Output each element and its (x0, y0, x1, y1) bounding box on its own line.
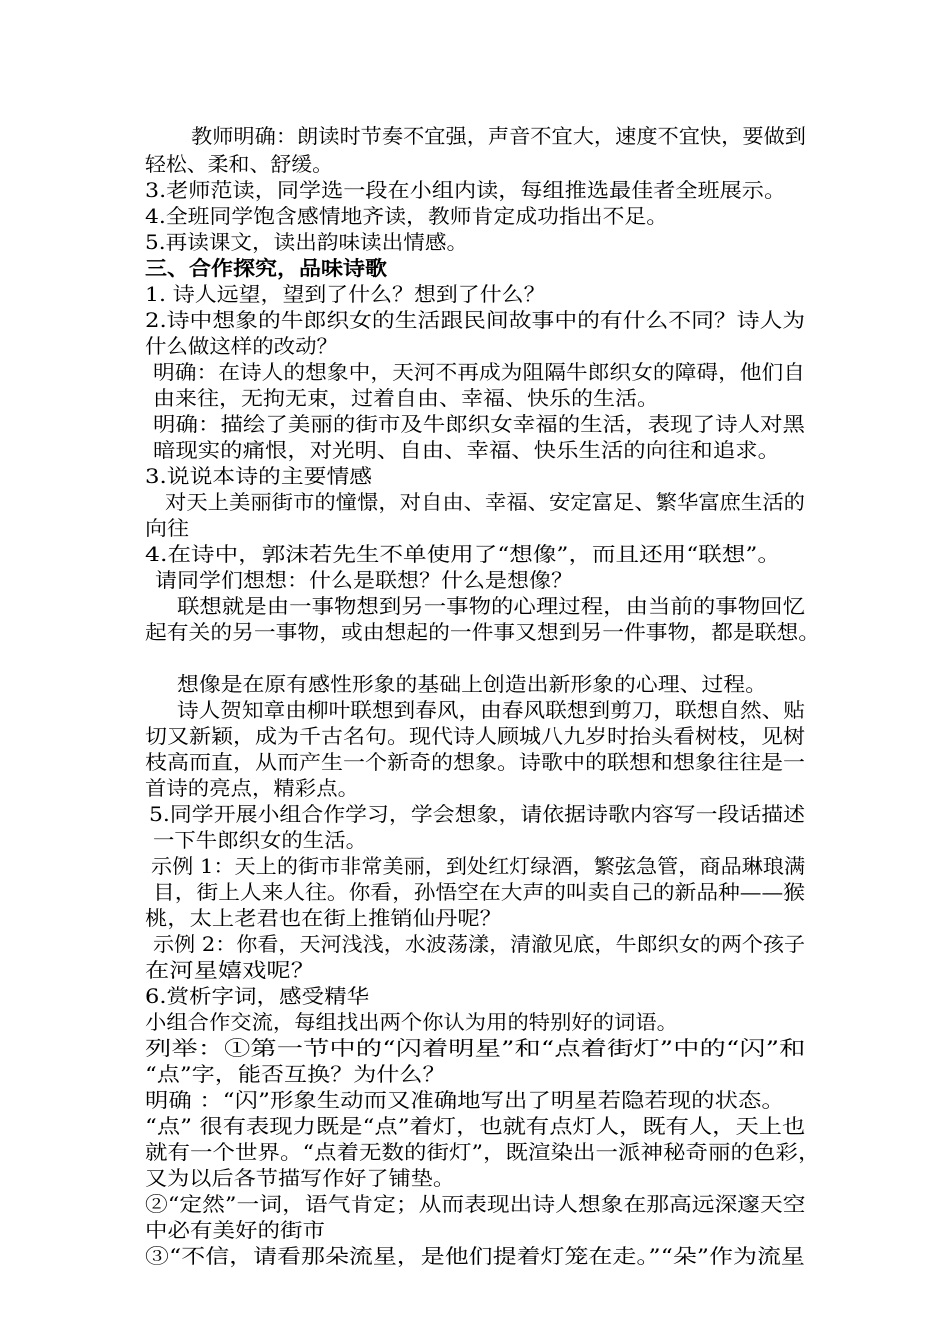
line-text: 向往 (145, 516, 189, 540)
task-5: 5.同学开展小组合作学习，学会想象，请依据诗歌内容写一段话描述 (149, 802, 806, 826)
clarify-1: 明确 ：“闪”形象生动而又准确地写出了明星若隐若现的状态。 (145, 1088, 785, 1112)
line-text: “点”字，能否互换？为什么？ (145, 1062, 446, 1086)
question-3: 3.说说本诗的主要情感 (145, 464, 373, 488)
question-1: 1. 诗人远望，望到了什么？想到了什么？ (145, 282, 546, 306)
task-6: 6.赏析字词，感受精华 (145, 984, 370, 1008)
line-teacher-clarify: 教师明确：朗读时节奏不宜强，声音不宜大，速度不宜快，要做到 (191, 124, 806, 148)
line-text: 目，街上人来人往。你看，孙悟空在大声的叫卖自己的新品种——猴 (153, 880, 805, 904)
line-text: 一下牛郎织女的生活。 (153, 828, 367, 852)
answer-2: 明确：描绘了美丽的街市及牛郎织女幸福的生活，表现了诗人对黑 (153, 412, 805, 436)
line-text: 小组合作交流，每组找出两个你认为用的特别好的词语。 (145, 1010, 678, 1034)
list-item-3: ③“不信，请看那朵流星，是他们提着灯笼在走。”“朵”作为流星 (145, 1244, 805, 1268)
line-text: 就有一个世界。“点着无数的街灯”，既渲染出一派神秘奇丽的色彩， (145, 1140, 821, 1164)
line-text: 起有关的另一事物，或由想起的一件事又想到另一件事物，都是联想。 (145, 620, 820, 644)
imagination-definition: 想像是在原有感性形象的基础上创造出新形象的心理、过程。 (177, 672, 767, 696)
line-text: 首诗的亮点，精彩点。 (145, 776, 359, 800)
line-text: 切又新颖，成为千古名句。现代诗人顾城八九岁时抬头看树枝，见树 (145, 724, 805, 748)
poet-example: 诗人贺知章由柳叶联想到春风，由春风联想到剪刀，联想自然、贴 (177, 698, 805, 722)
line-text: 中必有美好的街市 (145, 1218, 325, 1242)
line-text: 什么做这样的改动？ (145, 334, 338, 358)
section-heading: 三、合作探究，品味诗歌 (145, 256, 387, 280)
question-2: 2.诗中想象的牛郎织女的生活跟民间故事中的有什么不同？诗人为 (145, 308, 806, 332)
line-text: 请同学们想想：什么是联想？什么是想像？ (155, 568, 573, 592)
line-step-3: 3.老师范读，同学选一段在小组内读，每组推选最佳者全班展示。 (145, 178, 787, 202)
example-2: 示例 2：你看，天河浅浅，水波荡漾，清澈见底，牛郎织女的两个孩子 (153, 932, 806, 956)
list-item-2: ②“定然”一词，语气肯定；从而表现出诗人想象在那高远深邃天空 (145, 1192, 806, 1216)
line-step-5: 5.再读课文，读出韵味读出情感。 (145, 230, 469, 254)
answer-3: 对天上美丽街市的憧憬，对自由、幸福、安定富足、繁华富庶生活的 (165, 490, 806, 514)
example-1: 示例 1：天上的街市非常美丽，到处红灯绿酒，繁弦急管，商品琳琅满 (151, 854, 806, 878)
line-step-4: 4.全班同学饱含感情地齐读，教师肯定成功指出不足。 (145, 204, 669, 228)
line-text: 暗现实的痛恨，对光明、自由、幸福、快乐生活的向往和追求。 (153, 438, 780, 462)
line-text: 在河星嬉戏呢？ (145, 958, 315, 982)
line-text: 由来往，无拘无束，过着自由、幸福、快乐的生活。 (153, 386, 659, 410)
line-text: “点” 很有表现力既是“点”着灯，也就有点灯人，既有人，天上也 (145, 1114, 806, 1138)
line-text: 又为以后各节描写作好了铺垫。 (145, 1166, 455, 1190)
line-text: 枝高而直，从而产生一个新奇的想象。诗歌中的联想和想象往往是一 (145, 750, 805, 774)
list-item-1: 列举：①第一节中的“闪着明星”和“点着街灯”中的“闪”和 (145, 1036, 806, 1060)
answer-1: 明确：在诗人的想象中，天河不再成为阻隔牛郎织女的障碍，他们自 (153, 360, 805, 384)
question-4: 4.在诗中，郭沫若先生不单使用了“想像”，而且还用“联想”。 (145, 542, 781, 566)
line-text: 桃，太上老君也在街上推销仙丹呢？ (145, 906, 502, 930)
line-text: 轻松、柔和、舒缓。 (145, 152, 333, 176)
association-definition: 联想就是由一事物想到另一事物的心理过程，由当前的事物回忆 (177, 594, 805, 618)
